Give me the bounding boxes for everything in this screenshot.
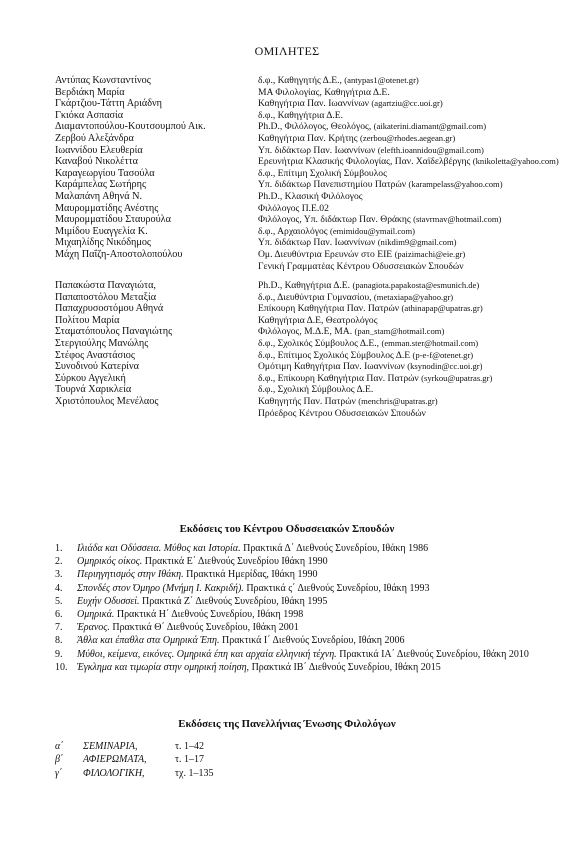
speaker-affiliation: Καθηγητής Παν. Πατρών — [258, 396, 356, 408]
speaker-affiliation-cell — [258, 191, 363, 203]
speaker-affiliation-cell — [258, 121, 486, 133]
speaker-email: (stavrmav@hotmail.com) — [413, 214, 502, 225]
speaker-row — [55, 249, 565, 261]
publication-item — [55, 608, 565, 621]
speaker-affiliation: Υπ. διδάκτωρ Παν. Ιωαννίνων — [258, 144, 376, 156]
speaker-affiliation-cell — [258, 338, 478, 350]
speaker-affiliation: Ph.D., Καθηγήτρια Δ.Ε. — [258, 280, 351, 292]
union-item — [55, 740, 213, 753]
publication-title: Ιλιάδα και Οδύσσεια. Μύθος και Ιστορία. — [77, 543, 241, 554]
speaker-name: Αντύπας Κωνσταντίνος — [55, 75, 151, 86]
speaker-row — [55, 315, 565, 327]
speaker-affiliation-cell — [258, 408, 426, 420]
publication-details: Πρακτικά ΙΒ΄ Διεθνούς Συνεδρίου, Ιθάκη 2015 — [249, 661, 441, 673]
speaker-email: (elefth.ioannidou@gmail.com) — [377, 144, 484, 155]
speaker-email: (athinapap@upatras.gr) — [401, 303, 483, 314]
speaker-name: Σύρκου Αγγελική — [55, 372, 126, 384]
speaker-row — [55, 168, 565, 180]
page-title: ΟΜΙΛΗΤΕΣ — [254, 44, 320, 58]
speaker-email: (antypas1@otenet.gr) — [344, 75, 419, 85]
speaker-affiliation: Υπ. διδάκτωρ Παν. Ιωαννίνων — [258, 237, 376, 249]
speaker-name — [55, 408, 258, 420]
publication-number: 6. — [55, 609, 63, 621]
speaker-affiliation: δ.φ., Επίτιμη Σχολική Σύμβουλος — [258, 167, 387, 179]
speaker-name: Ζερβού Αλεξάνδρα — [55, 132, 134, 144]
speaker-email: (emman.ster@hotmail.com) — [381, 338, 479, 349]
union-item-label: α΄ — [55, 741, 64, 752]
speaker-row — [55, 237, 565, 249]
publication-details: Πρακτικά Η΄ Διεθνούς Συνεδρίου, Ιθάκη 1998 — [114, 609, 304, 621]
speaker-affiliation-cell — [258, 110, 343, 122]
publication-title: Ομηρικά. — [77, 609, 115, 621]
union-item-name: ΣΕΜΙΝΑΡΙΑ, — [83, 741, 138, 752]
speaker-affiliation-cell — [258, 226, 415, 238]
speaker-affiliation: Καθηγήτρια Δ.Ε, Θεατρολόγος — [258, 314, 378, 326]
speaker-affiliation: δ.φ., Διευθύντρια Γυμνασίου, — [258, 291, 372, 303]
publication-number: 3. — [55, 569, 63, 581]
speaker-row — [55, 396, 565, 408]
speaker-name: Χριστόπουλος Μενέλαος — [55, 396, 159, 408]
publication-item — [55, 621, 565, 634]
speaker-affiliation-cell — [258, 87, 390, 99]
publication-text — [77, 542, 565, 555]
speaker-row — [55, 145, 565, 157]
speaker-email: (panagiota.papakosta@esmunich.de) — [352, 280, 480, 291]
speaker-email: (agartziu@cc.uoi.gr) — [371, 98, 443, 109]
speaker-affiliation-cell — [258, 292, 453, 304]
speaker-row — [55, 280, 565, 292]
speaker-affiliation-cell — [258, 261, 464, 273]
speaker-affiliation: Επίκουρη Καθηγήτρια Παν. Πατρών — [258, 303, 400, 315]
speaker-affiliation-cell — [258, 168, 387, 180]
speaker-affiliation-cell — [258, 203, 329, 215]
speaker-affiliation: Φιλόλογος Π.Ε.02 — [258, 202, 329, 214]
union-item-name: ΑΦΙΕΡΩΜΑΤΑ, — [83, 754, 147, 766]
publication-number: 7. — [55, 622, 63, 634]
speaker-email: (nikdim9@gmail.com) — [377, 237, 457, 248]
speaker-affiliation: Ομότιμη Καθηγήτρια Παν. Ιωαννίνων — [258, 361, 405, 373]
speaker-row — [55, 326, 565, 338]
publication-item — [55, 555, 565, 568]
speaker-email: (syrkou@upatras.gr) — [421, 372, 493, 383]
speaker-affiliation: δ.φ., Σχολική Σύμβουλος Δ.Ε. — [258, 384, 374, 396]
publication-item — [55, 661, 565, 674]
speaker-affiliation-cell — [258, 179, 503, 191]
publication-text — [77, 661, 565, 674]
speaker-email: (pan_stam@hotmail.com) — [354, 326, 445, 337]
union-item-range: τ. 1–42 — [175, 741, 205, 752]
publication-details: Πρακτικά Ζ΄ Διεθνούς Συνεδρίου, Ιθάκη 1995 — [139, 595, 328, 607]
publication-details: Πρακτικά ς΄ Διεθνούς Συνεδρίου, Ιθάκη 1993 — [243, 582, 430, 594]
speaker-email: (karampelass@yahoo.com) — [408, 179, 503, 190]
publication-details: Πρακτικά Ι΄ Διεθνούς Συνεδρίου, Ιθάκη 2006 — [219, 635, 405, 647]
speaker-email: (knikoletta@yahoo.com) — [472, 156, 559, 167]
speaker-row — [55, 75, 565, 87]
speaker-affiliation: Ph.D., Φιλόλογος, Θεολόγος, — [258, 121, 372, 133]
speaker-row — [55, 338, 565, 350]
publication-number: 8. — [55, 635, 63, 647]
speaker-affiliation: Φιλόλογος, Υπ. διδάκτωρ Παν. Θράκης — [258, 214, 411, 226]
speaker-affiliation: δ.φ., Σχολικός Σύμβουλος Δ.Ε., — [258, 338, 380, 350]
speaker-name: Συνοδινού Κατερίνα — [55, 361, 139, 373]
speaker-row — [55, 361, 565, 373]
publication-title: Έγκλημα και τιμωρία στην ομηρική ποίηση, — [77, 661, 250, 673]
publication-details: Πρακτικά ΙΑ΄ Διεθνούς Συνεδρίου, Ιθάκη 2010 — [336, 648, 529, 660]
speaker-row — [55, 384, 565, 396]
speaker-name: Πολίτου Μαρία — [55, 314, 120, 326]
publication-text — [77, 582, 565, 595]
speaker-email: (paizimachi@eie.gr) — [394, 248, 466, 259]
publication-item — [55, 582, 565, 595]
publication-item — [55, 648, 565, 661]
speakers-list — [55, 75, 565, 419]
speaker-name: Μαλαπάνη Αθηνά Ν. — [55, 190, 143, 202]
speaker-affiliation: Ερευνήτρια Κλασικής Φιλολογίας, Παν. Χαϊδελβέργης — [258, 156, 471, 168]
speaker-affiliation-cell — [258, 373, 492, 385]
speaker-affiliation-cell — [258, 315, 378, 327]
publication-number: 2. — [55, 556, 63, 568]
speaker-affiliation-cell — [258, 133, 455, 145]
publication-item — [55, 634, 565, 647]
speaker-affiliation: Καθηγήτρια Παν. Κρήτης — [258, 132, 358, 144]
speaker-affiliation-cell — [258, 75, 419, 87]
publication-text — [77, 568, 565, 581]
speaker-row — [55, 179, 565, 191]
union-item-label: γ΄ — [55, 767, 63, 779]
speaker-row — [55, 87, 565, 99]
speaker-name: Σταματόπουλος Παναγιώτης — [55, 326, 173, 338]
speaker-name: Μιμίδου Ευαγγελία Κ. — [55, 225, 148, 237]
union-item — [55, 767, 213, 780]
speaker-row — [55, 110, 565, 122]
speaker-affiliation-cell — [258, 361, 482, 373]
speaker-row — [55, 214, 565, 226]
speaker-affiliation: δ.φ., Καθηγητής Δ.Ε., — [258, 75, 342, 86]
publication-title: Άθλα και έπαθλα στα Ομηρικά Έπη. — [77, 635, 220, 647]
speaker-affiliation: ΜΑ Φιλολογίας, Καθηγήτρια Δ.Ε. — [258, 86, 390, 98]
speaker-row — [55, 156, 565, 168]
union-item-name: ΦΙΛΟΛΟΓΙΚΗ, — [83, 767, 145, 779]
publication-text — [77, 634, 565, 647]
speaker-row — [55, 226, 565, 238]
publication-title: Έρανος. — [77, 622, 110, 634]
speaker-row — [55, 121, 565, 133]
speaker-row — [55, 203, 565, 215]
speaker-name: Τουρνά Χαρικλεία — [55, 384, 132, 396]
speaker-affiliation-cell — [258, 384, 373, 396]
union-item-range: τχ. 1–135 — [175, 767, 214, 779]
publication-text — [77, 648, 565, 661]
publication-details: Πρακτικά Θ΄ Διεθνούς Συνεδρίου, Ιθάκη 2001 — [109, 622, 299, 634]
union-publications-list — [55, 740, 213, 780]
speaker-affiliation-cell — [258, 303, 483, 315]
publication-title: Μύθοι, κείμενα, εικόνες. Ομηρικά έπη και αρχαία ελληνική τέχνη. — [77, 648, 337, 660]
union-publications-title: Εκδόσεις της Πανελλήνιας Ένωσης Φιλολόγων — [178, 718, 396, 730]
group-gap — [55, 272, 565, 280]
speaker-email: (emimidou@ymail.com) — [329, 225, 415, 236]
publication-title: Ευχήν Οδυσσεί. — [77, 595, 140, 607]
speaker-affiliation-cell — [258, 249, 465, 261]
speaker-affiliation: δ.φ., Επίτιμος Σχολικός Σύμβουλος Δ.Ε — [258, 349, 411, 361]
publication-number: 9. — [55, 648, 63, 660]
publication-number: 1. — [55, 543, 63, 554]
speaker-row — [55, 133, 565, 145]
union-item — [55, 753, 213, 766]
speaker-affiliation: Πρόεδρος Κέντρου Οδυσσειακών Σπουδών — [258, 407, 426, 419]
publication-details: Πρακτικά Ε΄ Διεθνούς Συνεδρίου Ιθάκη 1990 — [142, 556, 328, 568]
speaker-email: (ksynodin@cc.uoi.gr) — [407, 361, 483, 372]
publication-text — [77, 621, 565, 634]
speaker-name: Ιωαννίδου Ελευθερία — [55, 144, 143, 156]
speaker-email: (aikaterini.diamant@gmail.com) — [373, 121, 487, 132]
publication-title: Περιηγητισμός στην Ιθάκη. — [77, 569, 184, 581]
speaker-name: Μαυρομματίδου Σταυρούλα — [55, 214, 171, 226]
publication-details: Πρακτικά Ημερίδας, Ιθάκη 1990 — [183, 569, 318, 581]
speaker-name: Παπακώστα Παναγιώτα, — [55, 280, 156, 292]
speaker-name: Βερδιάκη Μαρία — [55, 86, 125, 98]
speaker-row — [55, 191, 565, 203]
speaker-affiliation: δ.φ., Αρχαιολόγος — [258, 225, 328, 237]
speakers-group-a — [55, 75, 565, 272]
speaker-name: Καραγεωργίου Τασούλα — [55, 167, 155, 179]
speaker-affiliation: Ομ. Διευθύντρια Ερευνών στο ΕΙΕ — [258, 248, 393, 260]
publications-title: Εκδόσεις του Κέντρου Οδυσσειακών Σπουδών — [179, 523, 395, 535]
union-item-label: β΄ — [55, 754, 64, 766]
speaker-affiliation: Υπ. διδάκτωρ Πανεπιστημίου Πατρών — [258, 179, 407, 191]
speaker-name: Καράμπελας Σωτήρης — [55, 179, 146, 191]
speaker-name — [55, 261, 258, 273]
speaker-name: Γκιόκα Ασπασία — [55, 109, 124, 121]
publication-text — [77, 555, 565, 568]
speaker-row — [55, 303, 565, 315]
speakers-group-b — [55, 280, 565, 419]
speaker-name: Παπαποστόλου Μεταξία — [55, 291, 157, 303]
speaker-affiliation-cell — [258, 280, 479, 292]
union-item-range: τ. 1–17 — [175, 754, 205, 766]
publication-title: Ομηρικός οίκος. — [77, 556, 143, 568]
publication-item — [55, 542, 565, 555]
speaker-name: Μαυρομματίδης Ανέστης — [55, 202, 159, 214]
speaker-row — [55, 350, 565, 362]
speaker-affiliation: δ.φ., Καθηγήτρια Δ.Ε. — [258, 109, 344, 121]
publication-item — [55, 595, 565, 608]
publication-text — [77, 608, 565, 621]
publication-title: Σπονδές στον Όμηρο (Μνήμη Ι. Κακριδή). — [77, 582, 244, 594]
speaker-email: (menchris@upatras.gr) — [358, 396, 438, 407]
speaker-name: Στεργιούλης Μανώλης — [55, 338, 149, 350]
speaker-affiliation-cell — [258, 98, 443, 110]
speaker-row — [55, 408, 565, 420]
speaker-name: Παπαχρυσοστόμου Αθηνά — [55, 303, 164, 315]
speaker-name: Στέφος Αναστάσιος — [55, 349, 135, 361]
publication-item — [55, 568, 565, 581]
speaker-row — [55, 373, 565, 385]
speaker-row — [55, 98, 565, 110]
speaker-affiliation: Φιλόλογος, Μ.Δ.Ε, ΜΑ. — [258, 326, 353, 338]
speaker-email: (p-e-f@otenet.gr) — [412, 349, 474, 360]
speaker-affiliation: δ.φ., Επίκουρη Καθηγήτρια Παν. Πατρών — [258, 372, 419, 384]
speaker-affiliation-cell — [258, 326, 444, 338]
speaker-affiliation-cell — [258, 145, 484, 157]
publication-number: 4. — [55, 582, 63, 594]
speaker-affiliation: Ph.D., Κλασική Φιλόλογος — [258, 190, 363, 202]
speaker-name: Διαμαντοπούλου-Κουτσουμπού Αικ. — [55, 121, 206, 133]
speaker-row — [55, 292, 565, 304]
speaker-affiliation: Γενική Γραμματέας Κέντρου Οδυσσειακών Σπουδών — [258, 260, 464, 272]
speaker-affiliation-cell — [258, 396, 438, 408]
speaker-row — [55, 261, 565, 273]
speaker-email: (zerbou@rhodes.aegean.gr) — [360, 132, 456, 143]
speaker-name: Μιχαηλίδης Νικόδημος — [55, 237, 151, 249]
publication-number: 10. — [55, 661, 68, 673]
speaker-affiliation: Καθηγήτρια Παν. Ιωαννίνων — [258, 98, 369, 110]
speaker-affiliation-cell — [258, 156, 559, 168]
speaker-name: Καναβού Νικολέττα — [55, 156, 138, 168]
speaker-affiliation-cell — [258, 350, 473, 362]
speaker-name: Μάχη Παΐζη-Αποστολοπούλου — [55, 248, 183, 260]
speaker-email: (metaxiapa@yahoo.gr) — [373, 291, 454, 302]
speaker-name: Γκάρτζιου-Τάττη Αριάδνη — [55, 98, 162, 110]
publication-number: 5. — [55, 595, 63, 607]
speaker-affiliation-cell — [258, 214, 501, 226]
publication-details: Πρακτικά Δ΄ Διεθνούς Συνεδρίου, Ιθάκη 1986 — [240, 543, 429, 554]
publications-list — [55, 542, 565, 674]
publication-text — [77, 595, 565, 608]
speaker-affiliation-cell — [258, 237, 457, 249]
